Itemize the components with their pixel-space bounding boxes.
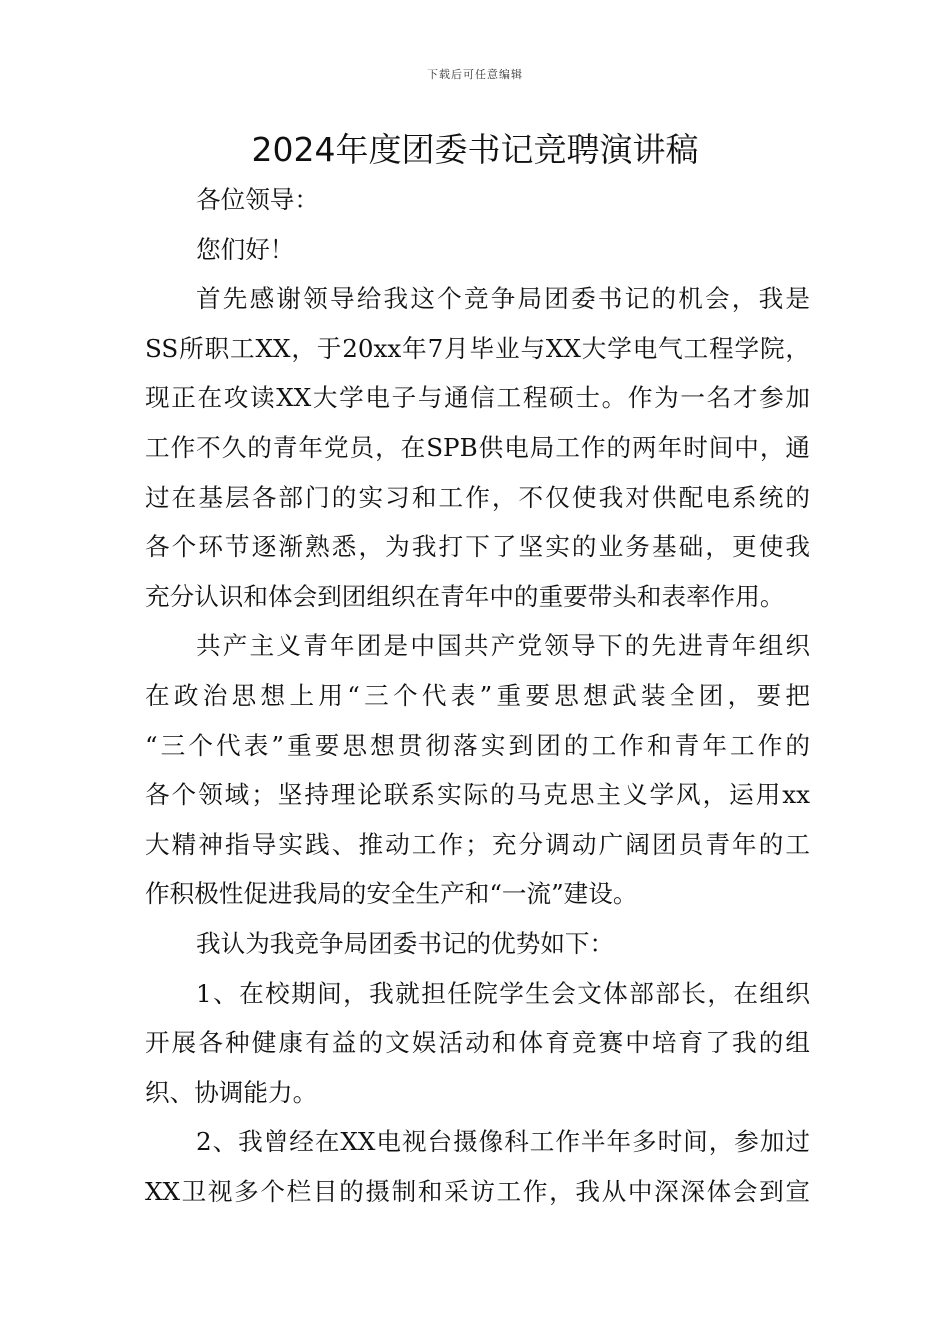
text-line: 我认为我竞争局团委书记的优势如下：	[196, 928, 615, 958]
text-line: “三个代表”重要思想贯彻落实到团的工作和青年工作的	[145, 730, 810, 760]
text-line: 各个环节逐渐熟悉，为我打下了坚实的业务基础，更使我	[145, 532, 810, 562]
text-line: 1、在校期间，我就担任院学生会文体部部长，在组织	[196, 978, 810, 1008]
text-line: XX卫视多个栏目的摄制和采访工作，我从中深深体会到宣	[145, 1176, 810, 1206]
text-line: 在政治思想上用“三个代表”重要思想武装全团，要把	[145, 680, 810, 710]
text-line: 开展各种健康有益的文娱活动和体育竞赛中培育了我的组	[145, 1028, 810, 1058]
text-line: 首先感谢领导给我这个竞争局团委书记的机会，我是	[196, 284, 810, 314]
header-note: 下载后可任意编辑	[427, 68, 523, 81]
text-line: 共产主义青年团是中国共产党领导下的先进青年组织	[196, 631, 810, 661]
text-line: 您们好！	[196, 234, 295, 264]
text-line: 2、我曾经在XX电视台摄像科工作半年多时间，参加过	[196, 1127, 810, 1157]
text-line: 工作不久的青年党员，在SPB供电局工作的两年时间中，通	[145, 432, 810, 462]
text-line: 现正在攻读XX大学电子与通信工程硕士。作为一名才参加	[145, 383, 810, 413]
text-line: 作积极性促进我局的安全生产和“一流”建设。	[145, 879, 638, 909]
document-body	[145, 175, 810, 1216]
text-line: 织、协调能力。	[145, 1077, 318, 1107]
text-line: SS所职工XX，于20xx年7月毕业与XX大学电气工程学院，	[145, 333, 810, 363]
page-title: 2024年度团委书记竞聘演讲稿	[251, 130, 699, 169]
text-line: 过在基层各部门的实习和工作，不仅使我对供配电系统的	[145, 482, 810, 512]
text-line: 大精神指导实践、推动工作；充分调动广阔团员青年的工	[145, 829, 810, 859]
text-line: 各位领导：	[196, 185, 319, 214]
text-line: 充分认识和体会到团组织在青年中的重要带头和表率作用。	[145, 581, 785, 611]
text-line: 各个领域；坚持理论联系实际的马克思主义学风，运用xx	[145, 780, 810, 810]
